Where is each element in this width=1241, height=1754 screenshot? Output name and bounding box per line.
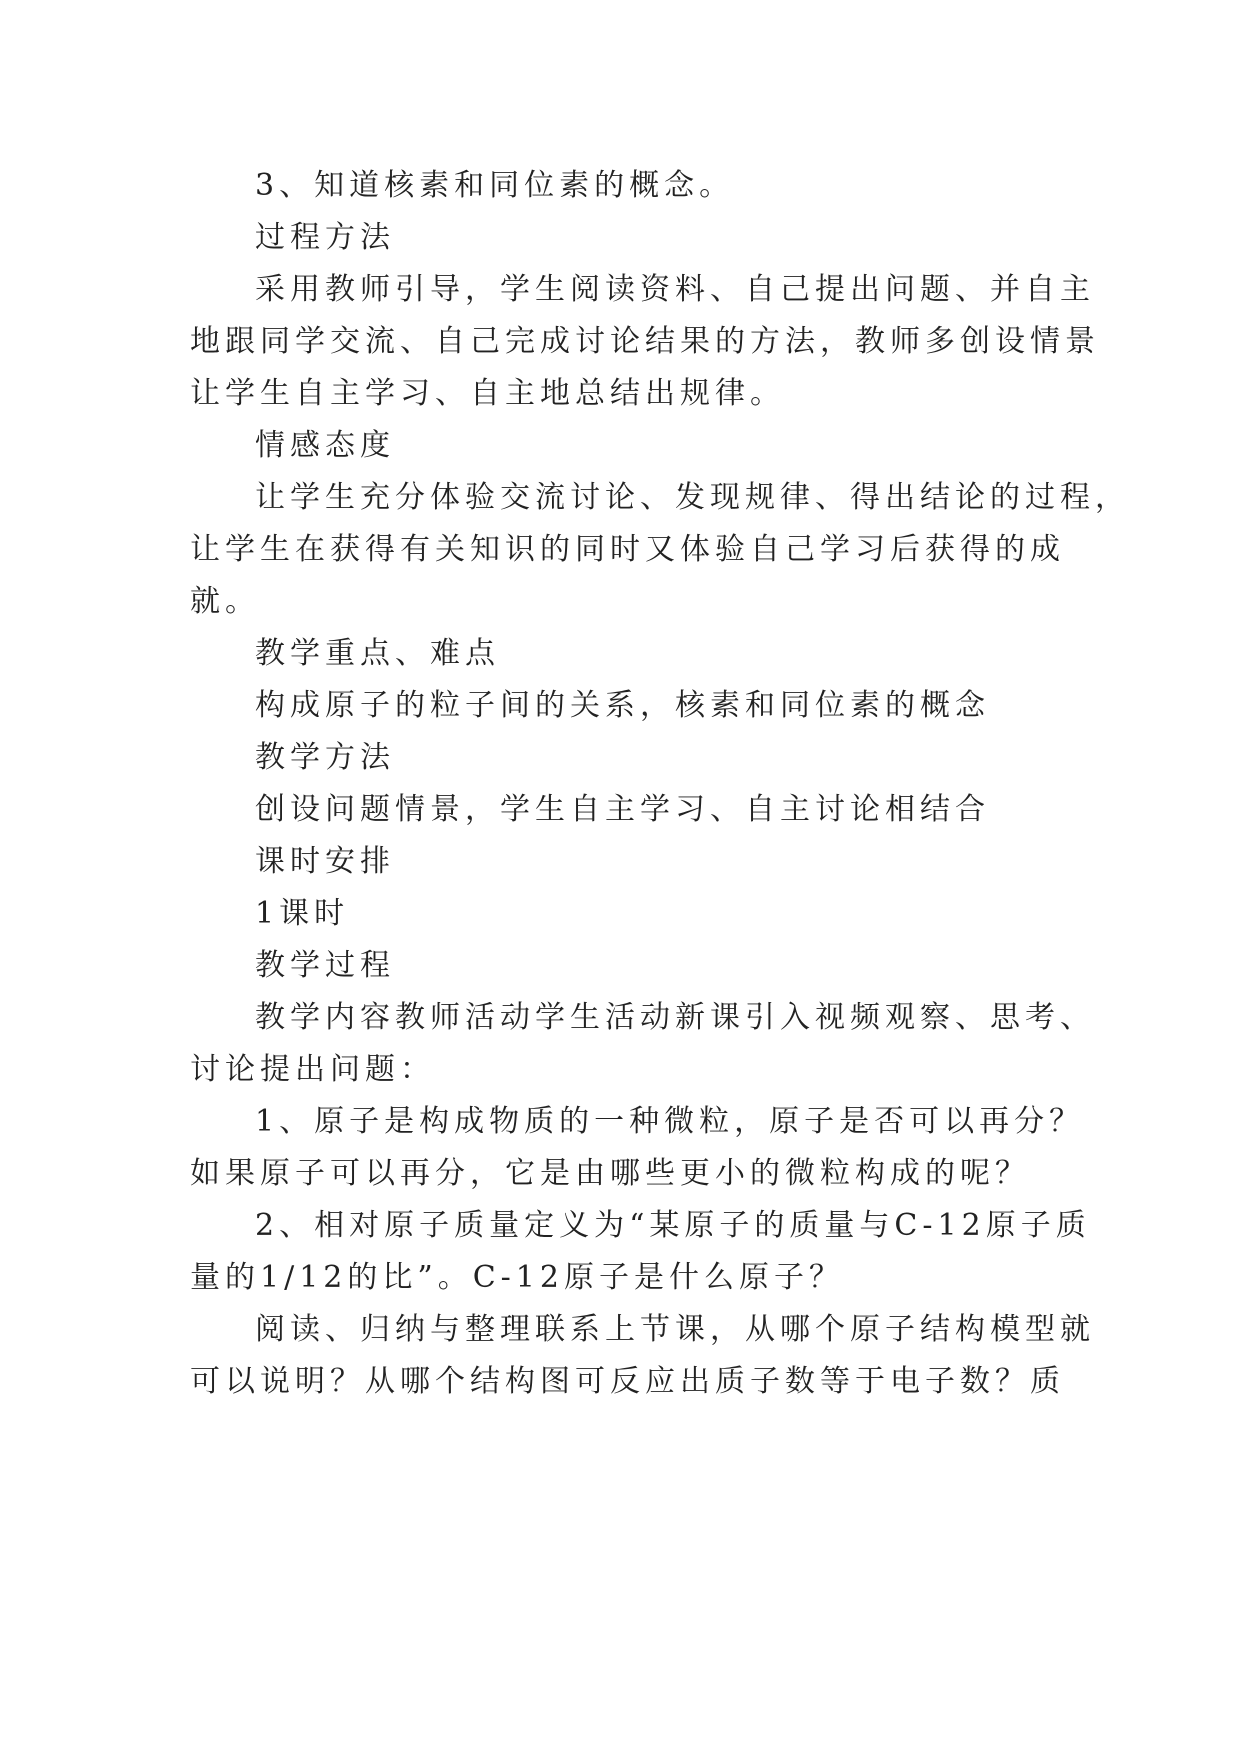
reading-line-1: 阅读、归纳与整理联系上节课，从哪个原子结构模型就: [255, 1312, 1095, 1347]
emotion-attitude-line-3: 就。: [190, 584, 260, 619]
emotion-attitude-line-2: 让学生在获得有关知识的同时又体验自己学习后获得的成: [190, 532, 1065, 567]
process-method-line-2: 地跟同学交流、自己完成讨论结果的方法，教师多创设情景: [190, 324, 1100, 359]
heading-schedule: 课时安排: [255, 844, 395, 879]
schedule-text: 1课时: [255, 896, 350, 931]
question-2-line-2: 量的1/12的比”。C-12原子是什么原子？: [190, 1260, 844, 1295]
process-method-line-1: 采用教师引导，学生阅读资料、自己提出问题、并自主: [255, 272, 1095, 307]
heading-process-method: 过程方法: [255, 220, 395, 255]
teaching-method-text: 创设问题情景，学生自主学习、自主讨论相结合: [255, 792, 990, 827]
reading-line-2: 可以说明？从哪个结构图可反应出质子数等于电子数？质: [190, 1364, 1065, 1399]
key-points-text: 构成原子的粒子间的关系，核素和同位素的概念: [255, 688, 990, 723]
objective-3-text: 3、知道核素和同位素的概念。: [255, 168, 735, 203]
question-1-line-1: 1、原子是构成物质的一种微粒，原子是否可以再分？: [255, 1104, 1085, 1139]
question-2-line-1: 2、相对原子质量定义为“某原子的质量与C-12原子质: [255, 1208, 1091, 1243]
heading-emotion-attitude: 情感态度: [255, 428, 395, 463]
heading-teaching-process: 教学过程: [255, 948, 395, 983]
process-line-1: 教学内容教师活动学生活动新课引入视频观察、思考、: [255, 1000, 1095, 1035]
question-1-line-2: 如果原子可以再分，它是由哪些更小的微粒构成的呢？: [190, 1156, 1030, 1191]
heading-teaching-method: 教学方法: [255, 740, 395, 775]
emotion-attitude-line-1: 让学生充分体验交流讨论、发现规律、得出结论的过程，: [255, 480, 1130, 515]
process-method-line-3: 让学生自主学习、自主地总结出规律。: [190, 376, 785, 411]
heading-key-points: 教学重点、难点: [255, 636, 500, 671]
process-line-2: 讨论提出问题：: [190, 1052, 435, 1087]
